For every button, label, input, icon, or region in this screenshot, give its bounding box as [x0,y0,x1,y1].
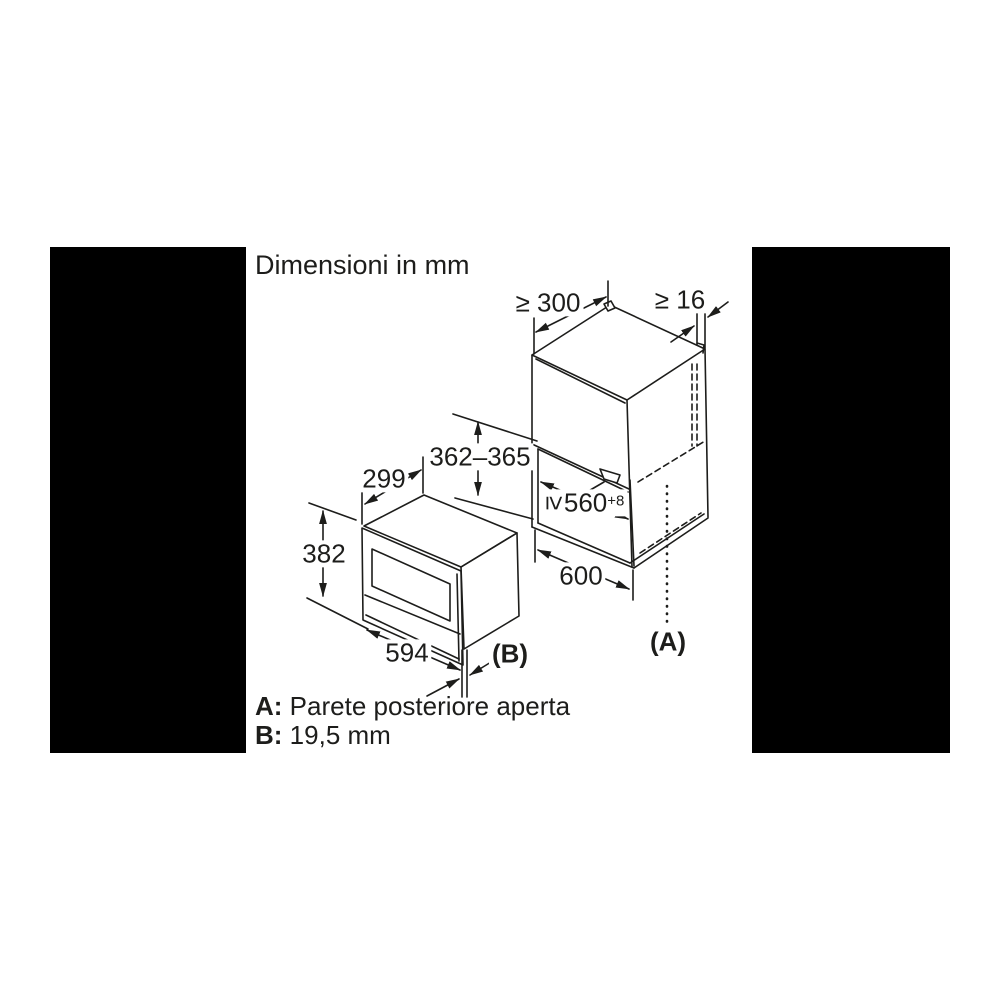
top-notch [604,301,615,311]
legend-text-a: Parete posteriore aperta [289,691,571,721]
dim-label-appliance-depth: 299 [359,465,408,492]
top-panel-inner-line [536,359,625,403]
dim-label-niche-width [540,487,628,518]
gte-symbol-rotated: ≥ [540,495,571,511]
dim-label-niche-height: 362–365 [426,443,533,470]
dim-label-top-clearance: ≥ 300 [513,289,584,316]
legend [255,692,570,750]
niche-width-value: 560 [563,487,608,518]
hidden-edges [638,364,705,553]
dim-label-wall-thickness: ≥ 16 [652,286,708,313]
door-right-inner-line [457,574,459,661]
niche-bottom-inner-edge [538,523,630,563]
cabinet-back-right-edge [705,349,708,517]
legend-text-b: 19,5 mm [289,720,391,750]
niche-width-tolerance: +8 [607,492,625,510]
legend-line-b [255,721,570,750]
niche-top-inner-line [538,449,628,492]
dim-16-right-arrow [708,302,728,317]
cabinet-top-face [532,305,705,400]
cabinet-bottom-right-edge [634,518,708,568]
dim-label-cabinet-width: 600 [556,562,605,589]
microwave-right-face [461,533,519,649]
dim-label-appliance-height: 382 [299,540,348,567]
label-b: (B) [489,640,531,667]
diagram-title: Dimensioni in mm [255,250,470,280]
door-window [372,549,450,621]
legend-key-a: A: [255,691,283,721]
legend-line-a [255,692,570,721]
dim-label-appliance-width: 594 [382,639,431,666]
label-a: (A) [647,628,689,655]
legend-key-b: B: [255,720,283,750]
